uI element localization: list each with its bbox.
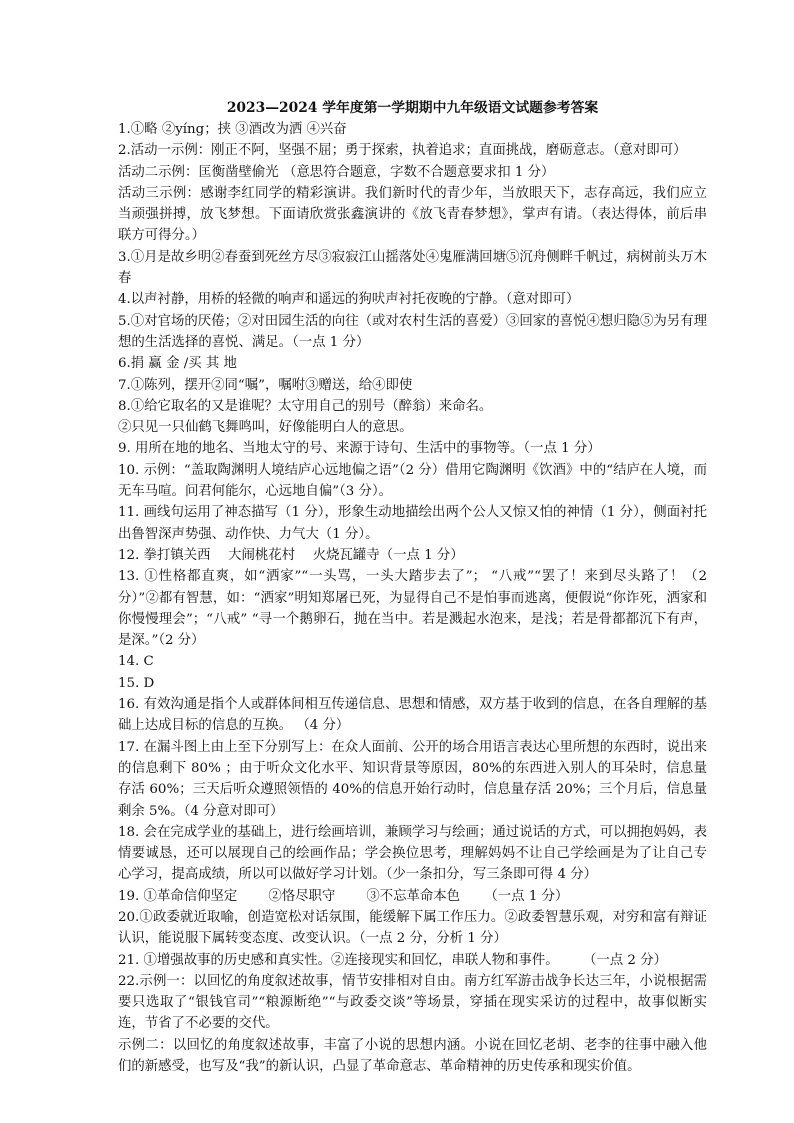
answer-line: ②只见一只仙鹤飞舞鸣叫，好像能明白人的意思。 — [118, 420, 413, 436]
answer-line: 10. 示例：“盖取陶渊明人境结庐心远地偏之语”（2 分）借用它陶渊明《饮酒》中的“结庐在人境，而无车马喧。问君何能尔，心远地自偏”（3 分）。 — [118, 462, 707, 500]
answer-line: 4.以声衬静，用桥的轻微的响声和遥远的狗吠声衬托夜晚的宁静。（意对即可） — [118, 292, 580, 308]
answer-line: 活动三示例：感谢李红同学的精彩演讲。我们新时代的青少年，当放眼天下，志存高远，我们应立当顽强拼搏，放飞梦想。下面请欣赏张鑫演讲的《放飞青春梦想》，掌声有请。（表达得体，前后串联方可得分。） — [118, 185, 707, 244]
answer-line: 17. 在漏斗图上由上至下分别写上：在众人面前、公开的场合用语言表达心里所想的东西时，说出来的信息剩下 80% ；由于听众文化水平、知识背景等原因，80%的东西进入别人的耳朵时，信息量存活 60%；三天后听众遵照领悟的 40%的信息开始行动时，信息量存活 20%；三个月后，信息量剩余 5%。（4 分意对即可） — [118, 739, 707, 819]
document-title: 2023—2024 学年度第一学期期中九年级语文试题参考答案 — [226, 100, 599, 116]
answer-line: 18. 会在完成学业的基础上，进行绘画培训，兼顾学习与绘画；通过说话的方式，可以拥抱妈妈，表情要诚恳，还可以展现自己的绘画作品；学会换位思考，理解妈妈不让自己学绘画是为了让自己专心学习，提高成绩，所以可以做好学习计划。（少一条扣分，写三条即可得 4 分） — [118, 824, 707, 883]
answer-line: 13. ①性格都直爽，如“洒家”“一头骂，一头大踏步去了”； “八戒”“罢了！来到尽头路了！（2 分）”②都有智慧，如：“洒家”明知郑屠已死，为显得自己不是怕事而逃离，便假说“你诈死，洒家和你慢慢理会”；“八戒” “寻一个鹅卵石，抛在当中。若是溅起水泡来，是浅；若是骨都都沉下有声，是深。”（2 分） — [118, 569, 707, 649]
answer-line: 活动二示例：匡衡凿壁偷光 （意思符合题意，字数不合题意要求扣 1 分） — [118, 164, 555, 180]
answer-line: 21. ①增强故事的历史感和真实性。②连接现实和回忆，串联人物和事件。 （一点 2 分） — [118, 952, 667, 968]
answer-line: 2.活动一示例：刚正不阿，坚强不屈；勇于探索，执着追求；直面挑战，磨砺意志。（意对即可） — [118, 143, 687, 159]
answer-line: 示例二：以回忆的角度叙述故事，丰富了小说的思想内涵。小说在回忆老胡、老李的往事中融入他们的新感受，也写及“我”的新认识，凸显了革命意志、革命精神的历史传承和现实价值。 — [118, 1037, 707, 1075]
answer-line: 9. 用所在地的地名、当地太守的号、来源于诗句、生活中的事物等。（一点 1 分） — [118, 441, 601, 457]
answer-line: 16. 有效沟通是指个人或群体间相互传递信息、思想和情感，双方基于收到的信息，在各自理解的基础上达成目标的信息的互换。 （4 分） — [118, 697, 707, 734]
answer-line: 5.①对官场的厌倦；②对田园生活的向往（或对农村生活的喜爱）③回家的喜悦④想归隐⑤为另有理想的生活选择的喜悦、满足。（一点 1 分） — [118, 313, 707, 350]
answer-line: 11. 画线句运用了神态描写（1 分），形象生动地描绘出两个公人又惊又怕的神情（1 分），侧面衬托出鲁智深声势强、动作快、力气大（1 分）。 — [118, 505, 707, 542]
answer-list — [118, 119, 707, 1077]
answer-line: 19. ①革命信仰坚定 ②恪尽职守 ③不忘革命本色 （一点 1 分） — [118, 888, 569, 904]
answer-line: 7.①陈列，摆开②同“嘱”，嘱咐③赠送，给④即使 — [118, 377, 413, 393]
answer-line: 1.①略 ②yíng；挟 ③酒改为洒 ④兴奋 — [118, 122, 347, 137]
answer-line: 15. D — [118, 675, 155, 691]
answer-line: 20.①政委就近取喻，创造宽松对话氛围，能缓解下属工作压力。②政委智慧乐观，对穷和富有辩证认识，能说服下属转变态度、改变认识。（一点 2 分，分析 1 分） — [118, 909, 707, 947]
answer-line: 3.①月是故乡明②春蚕到死丝方尽③寂寂江山摇落处④鬼雁满回塘⑤沉舟侧畔千帆过，病树前头万木春 — [118, 249, 707, 287]
answer-line: 12. 拳打镇关西 大闹桃花村 火烧瓦罐寺（一点 1 分） — [118, 547, 464, 563]
answer-line: 6.捐 赢 金 /买 其 地 — [118, 356, 237, 372]
answer-line: 8.①给它取名的又是谁呢？太守用自己的别号（醉翁）来命名。 — [118, 398, 493, 414]
answer-line: 14. C — [118, 654, 154, 670]
answer-line: 22.示例一：以回忆的角度叙述故事，情节安排相对自由。南方红军游击战争长达三年，小说根据需要只选取了“银钱官司”“粮源断绝”“与政委交谈”等场景，穿插在现实采访的过程中，故事似断实连，节省了不必要的交代。 — [118, 973, 707, 1032]
